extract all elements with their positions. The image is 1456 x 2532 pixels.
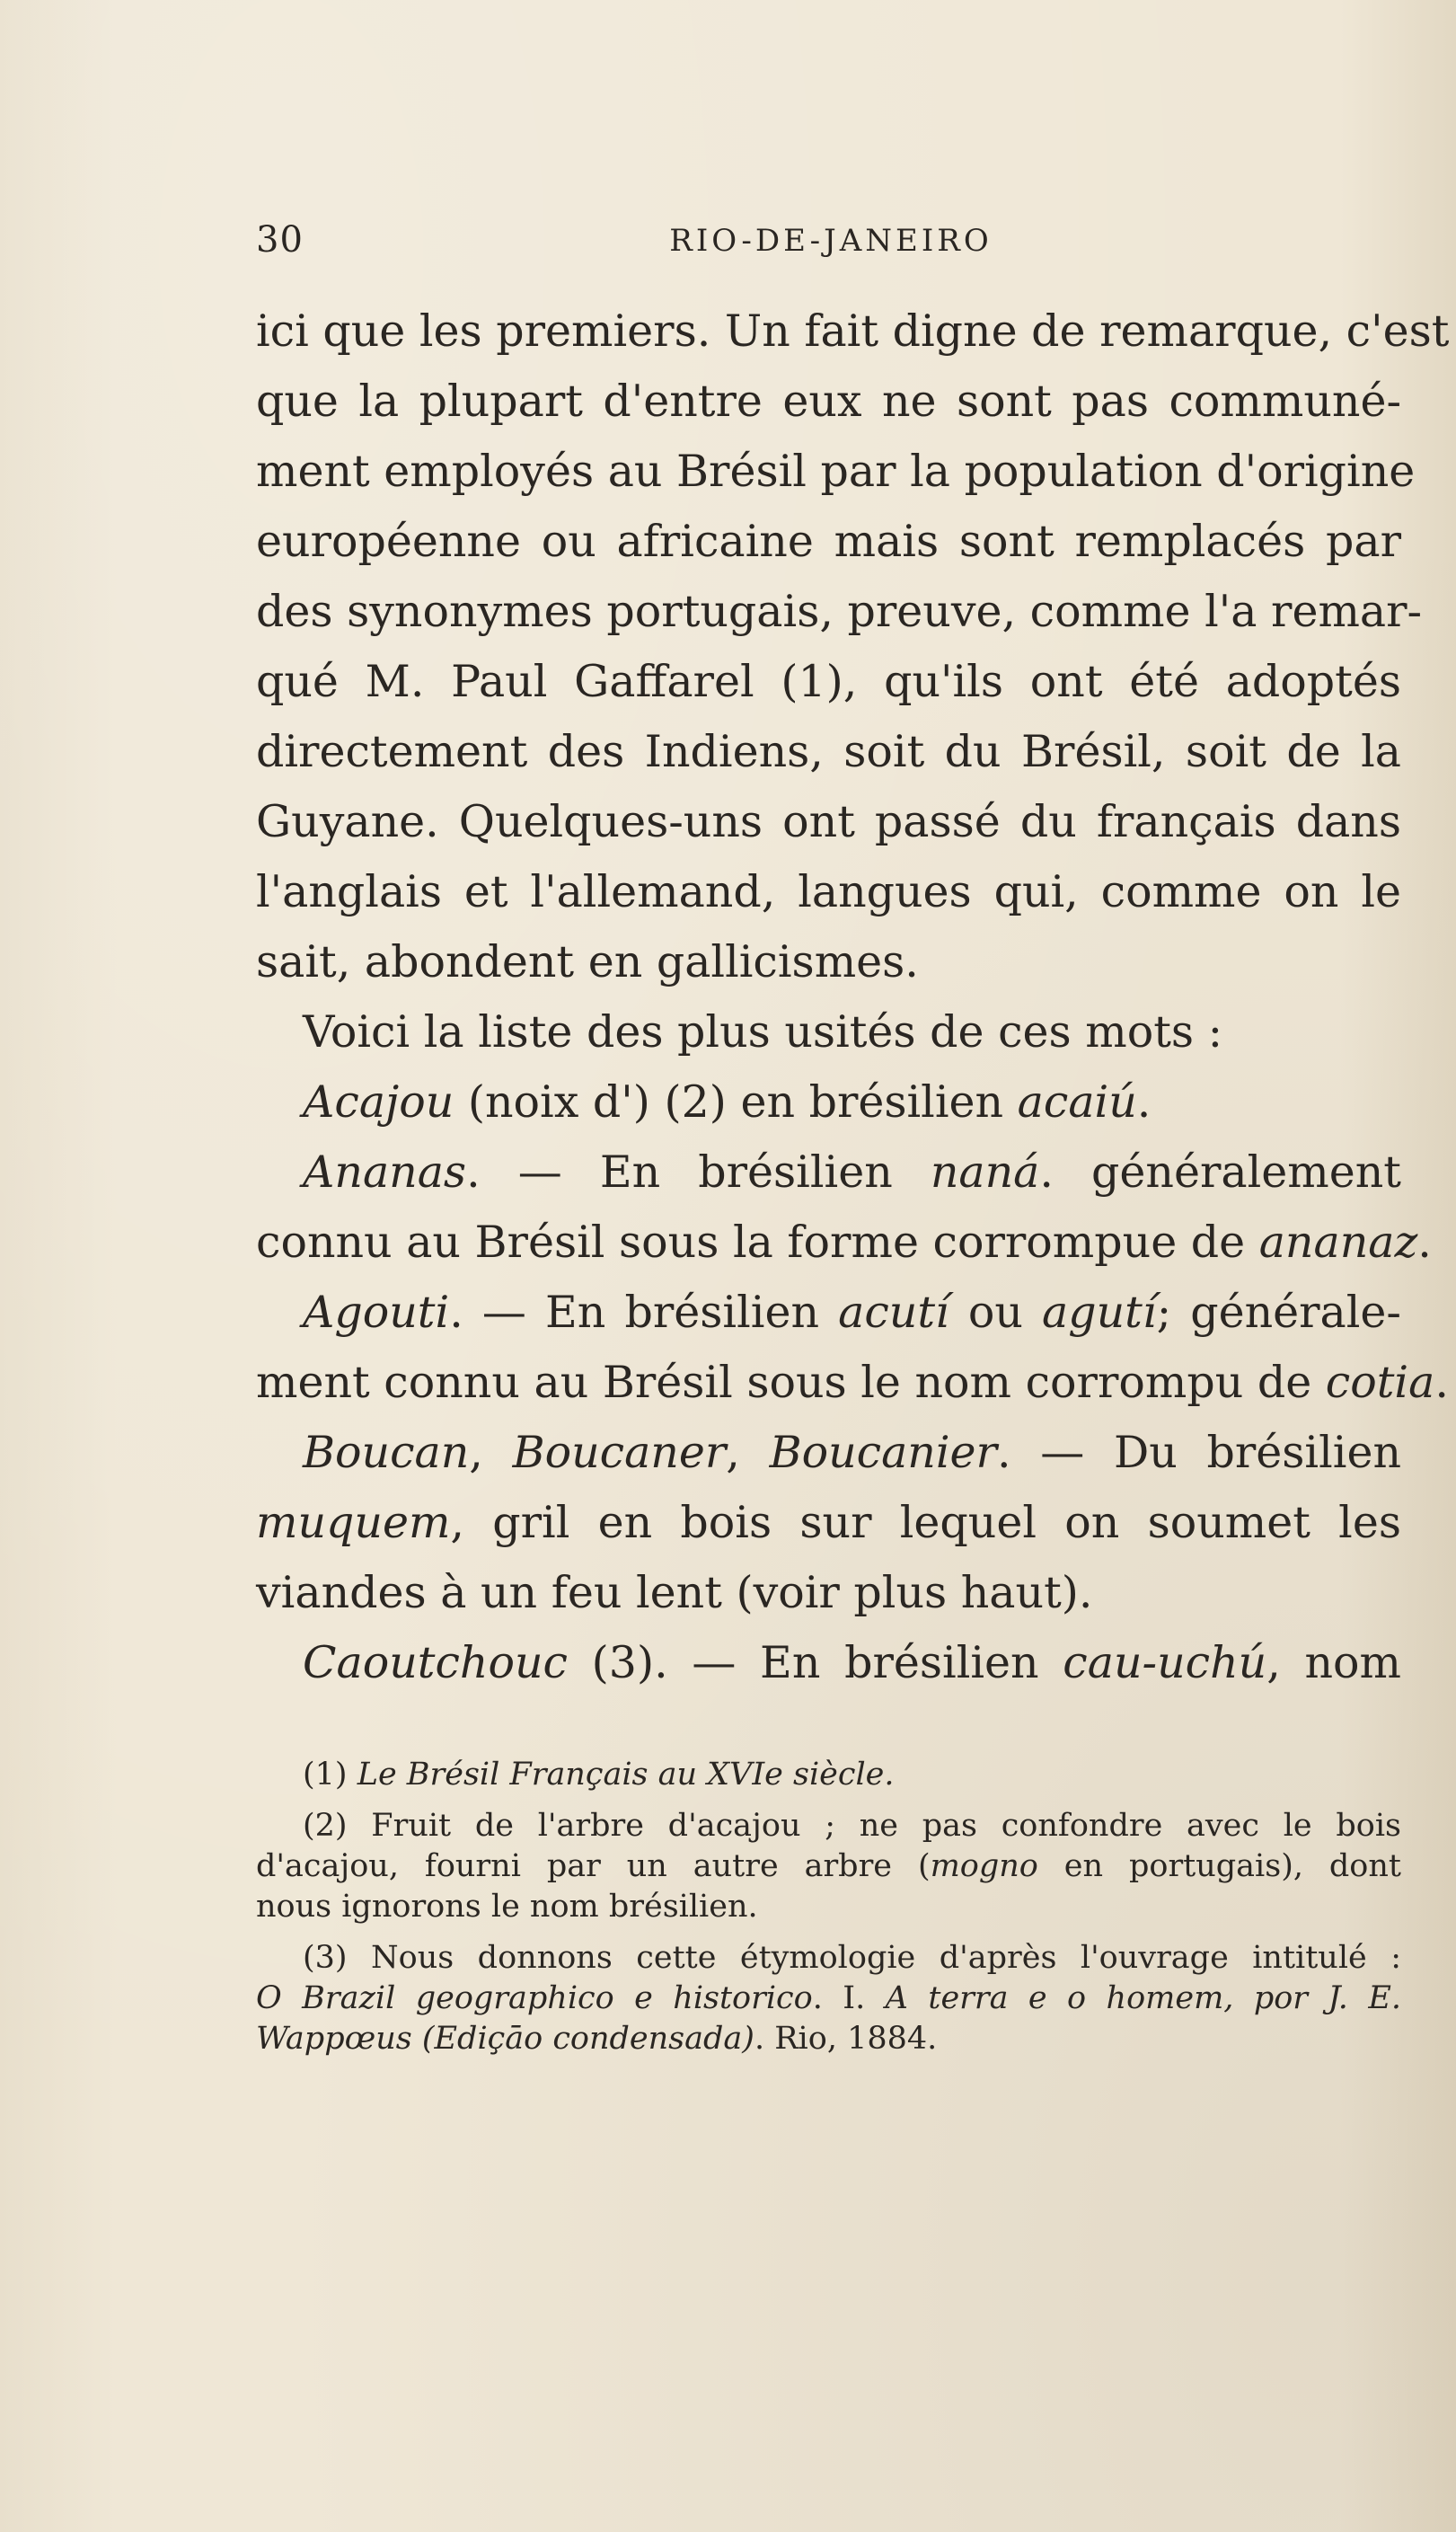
footnote-marker: (1) [303,1757,357,1793]
term: Acajou [303,1076,454,1128]
text-line: directement des Indiens, soit du Brésil, soit de la [256,726,1401,777]
term: cotia [1325,1357,1435,1408]
text-run: , [469,1427,513,1478]
text-run: , nom [1266,1637,1401,1688]
text-run: (noix d') (2) en brésilien [454,1076,1018,1128]
term: Boucaner [512,1427,727,1478]
footnote-3: (3) Nous donnons cette étymologie d'après l'ouvrage intitulé : [303,1940,1401,1976]
footnote-2: (2) Fruit de l'arbre d'acajou ; ne pas confondre avec le bois [303,1808,1401,1844]
text-run: , gril en bois sur lequel on soumet les [450,1497,1401,1548]
text-line: Voici la liste des plus usités de ces mots : [303,1006,1223,1058]
term: naná [930,1146,1040,1198]
text-run: . [1136,1076,1152,1128]
term: mogno [930,1848,1038,1884]
text-line [256,1488,1401,1558]
text-run: . Rio, 1884. [754,2021,938,2057]
entry-agouti [256,1278,1401,1348]
text-run: , [726,1427,770,1478]
term: Agouti [303,1287,450,1338]
footnote-1 [256,1755,1401,1795]
term: acaiú [1017,1076,1137,1128]
text-run: en portugais), dont [1037,1848,1401,1884]
text-line: Guyane. Quelques-uns ont passé du français dans [256,796,1401,847]
term: cau-uchú [1063,1637,1267,1688]
text-run: . — En brésilien [449,1287,839,1338]
entry-caoutchouc [256,1628,1401,1698]
page-header [256,212,1406,275]
text-run: (3). — En brésilien [567,1637,1063,1688]
term: Boucan [303,1427,470,1478]
running-title: RIO-DE-JANEIRO [669,223,993,259]
text-line: européenne ou africaine mais sont remplacés par [256,516,1401,567]
entry-ananas [256,1138,1401,1208]
text-line [256,1208,1432,1278]
text-run: connu au Brésil sous la forme corrompue de [256,1217,1259,1268]
text-line: ici que les premiers. Un fait digne de remarque, c'est [256,305,1450,357]
text-line: viandes à un feu lent (voir plus haut). [256,1567,1093,1618]
citation-author: Wappœus (Ediçāo condensada) [256,2021,754,2057]
text-run: ou [949,1287,1043,1338]
text-run: . [1434,1357,1449,1408]
footnote-title: Le Brésil Français au XVIe siècle. [357,1757,895,1793]
footnote-line [256,2019,1401,2059]
body-text [256,297,1450,1698]
text-line: des synonymes portugais, preuve, comme l'a remar- [256,586,1423,637]
citation-title: O Brazil geographico e historico [256,1980,813,2016]
entry-acajou [256,1067,1401,1138]
page-number: 30 [256,219,304,261]
text-line [256,1348,1449,1418]
footnote-line [256,1846,1401,1887]
text-line: que la plupart d'entre eux ne sont pas communé- [256,376,1401,427]
footnote-line [256,1979,1401,2019]
citation-title: A terra e o homem, por J. E. [885,1980,1402,2016]
footnotes [256,1755,1401,2059]
text-run: . [1417,1217,1432,1268]
term: ananaz [1258,1217,1418,1268]
term: Boucanier [769,1427,997,1478]
text-line: l'anglais et l'allemand, langues qui, comme on le [256,866,1401,917]
term: agutí [1042,1287,1157,1338]
term: acutí [838,1287,949,1338]
text-run: . — En brésilien [466,1146,931,1198]
text-run: . I. [812,1980,886,2016]
text-run: d'acajou, fourni par un autre arbre ( [256,1848,931,1884]
term: Ananas [303,1146,467,1198]
term: muquem [256,1497,451,1548]
text-run: . généralement [1039,1146,1401,1198]
text-run: ; générale- [1156,1287,1401,1338]
text-run: ment connu au Brésil sous le nom corrompu de [256,1357,1326,1408]
entry-boucan [256,1418,1401,1488]
text-line: sait, abondent en gallicismes. [256,936,919,987]
term: Caoutchouc [303,1637,568,1688]
footnote-line: nous ignorons le nom brésilien. [256,1889,758,1925]
text-line: qué M. Paul Gaffarel (1), qu'ils ont été adoptés [256,656,1401,707]
text-run: . — Du brésilien [996,1427,1402,1478]
text-line: ment employés au Brésil par la population d'origine [256,446,1416,497]
